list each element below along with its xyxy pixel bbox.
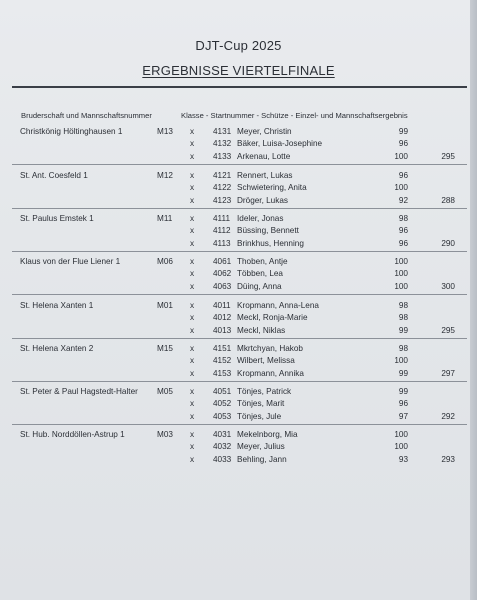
individual-score: 100 [394,281,408,291]
team-separator [12,338,467,339]
shooter-name: Tönjes, Marit [237,399,285,409]
class-marker: x [190,411,195,421]
class-marker: x [190,442,195,452]
start-number: 4052 [213,399,232,409]
shooter-row [20,430,465,442]
shooter-row [20,455,465,467]
shooter-row [20,269,465,281]
team-separator [12,208,467,209]
shooter-name: Mekelnborg, Mia [237,430,298,439]
team-code: M05 [157,387,173,396]
shooter-row [20,387,465,399]
class-marker: x [190,195,195,205]
team-separator [12,251,467,252]
class-marker: x [190,127,195,136]
team-code: M06 [157,257,173,266]
individual-score: 96 [398,139,408,149]
shooter-name: Tönjes, Patrick [237,387,292,396]
team-separator [12,424,467,425]
start-number: 4133 [213,151,232,161]
individual-score: 100 [394,269,408,279]
team-separator [12,381,467,382]
shooter-name: Mkrtchyan, Hakob [237,344,303,353]
team-total: 295 [441,151,455,161]
team-code: M12 [157,171,173,180]
team-total: 290 [441,238,455,248]
individual-score: 96 [398,226,408,236]
shooter-row [20,313,465,325]
start-number: 4032 [213,442,232,452]
document-subtitle: ERGEBNISSE VIERTELFINALE [142,63,335,78]
individual-score: 92 [398,195,408,205]
shooter-row [20,171,465,183]
class-marker: x [190,214,195,223]
shooter-row [20,282,465,294]
shooter-row [20,196,465,208]
team-total: 288 [441,195,455,205]
shooter-row [20,139,465,151]
shooter-name: Ideler, Jonas [237,214,284,223]
class-marker: x [190,269,195,279]
shooter-name: Düing, Anna [237,281,282,291]
start-number: 4111 [213,214,230,223]
individual-score: 96 [398,238,408,248]
class-marker: x [190,356,195,366]
team-code: M15 [157,344,173,353]
shooter-row [20,326,465,338]
individual-score: 99 [398,325,408,335]
shooter-name: Büssing, Bennett [237,226,299,236]
individual-score: 98 [398,313,408,323]
start-number: 4061 [213,257,232,266]
sheet-edge [470,0,477,600]
class-marker: x [190,139,195,149]
shooter-row [20,127,465,139]
team-total: 292 [441,411,455,421]
start-number: 4131 [213,127,232,136]
shooter-name: Tönjes, Jule [237,411,282,421]
shooter-name: Behling, Jann [237,454,287,464]
start-number: 4113 [213,238,231,248]
class-marker: x [190,368,195,378]
shooter-name: Schwietering, Anita [237,183,307,193]
team-name: St. Helena Xanten 1 [20,301,94,310]
individual-score: 100 [394,356,408,366]
shooter-row [20,239,465,251]
class-marker: x [190,301,195,310]
start-number: 4122 [213,183,232,193]
shooter-name: Bäker, Luisa-Josephine [237,139,323,149]
class-marker: x [190,183,195,193]
shooter-row [20,399,465,411]
shooter-name: Arkenau, Lotte [237,151,291,161]
shooter-name: Rennert, Lukas [237,171,293,180]
shooter-row [20,214,465,226]
shooter-row [20,356,465,368]
shooter-row [20,226,465,238]
individual-score: 100 [394,442,408,452]
shooter-name: Kropmann, Annika [237,368,304,378]
team-name: St. Ant. Coesfeld 1 [20,171,88,180]
individual-score: 97 [398,411,408,421]
shooter-name: Thoben, Antje [237,257,288,266]
shooter-row [20,152,465,164]
team-name: St. Paulus Emstek 1 [20,214,94,223]
shooter-name: Wilbert, Melissa [237,356,295,366]
class-marker: x [190,313,195,323]
start-number: 4013 [213,325,232,335]
shooter-row [20,412,465,424]
class-marker: x [190,325,195,335]
shooter-name: Meckl, Niklas [237,325,286,335]
start-number: 4012 [213,313,232,323]
team-total: 297 [441,368,455,378]
class-marker: x [190,454,195,464]
class-marker: x [190,226,195,236]
team-name: Klaus von der Flue Liener 1 [20,257,121,266]
start-number: 4063 [213,281,232,291]
start-number: 4123 [213,195,232,205]
start-number: 4121 [213,171,232,180]
class-marker: x [190,281,195,291]
shooter-row [20,301,465,313]
shooter-name: Meyer, Christin [237,127,292,136]
start-number: 4051 [213,387,232,396]
shooter-name: Kropmann, Anna-Lena [237,301,319,310]
start-number: 4132 [213,139,232,149]
team-name: St. Peter & Paul Hagstedt-Halter [20,387,138,396]
start-number: 4151 [213,344,232,353]
class-marker: x [190,151,195,161]
team-name: St. Helena Xanten 2 [20,344,94,353]
team-name: St. Hub. Norddöllen-Astrup 1 [20,430,125,439]
individual-score: 98 [398,301,408,310]
shooter-row [20,369,465,381]
start-number: 4031 [213,430,232,439]
team-total: 295 [441,325,455,335]
column-header-details: Klasse - Startnummer - Schütze - Einzel- und Mannschaftsergebnis [181,111,408,120]
class-marker: x [190,344,195,353]
team-code: M13 [157,127,173,136]
individual-score: 99 [398,368,408,378]
team-total: 300 [441,281,455,291]
start-number: 4153 [213,368,232,378]
shooter-row [20,344,465,356]
shooter-row [20,183,465,195]
class-marker: x [190,238,195,248]
individual-score: 93 [398,454,408,464]
start-number: 4112 [213,226,231,236]
shooter-name: Brinkhus, Henning [237,238,304,248]
team-name: Christkönig Höltinghausen 1 [20,127,123,136]
individual-score: 96 [398,399,408,409]
individual-score: 96 [398,171,408,180]
individual-score: 100 [394,257,408,266]
class-marker: x [190,171,195,180]
team-code: M01 [157,301,173,310]
start-number: 4152 [213,356,232,366]
individual-score: 100 [394,430,408,439]
individual-score: 98 [398,344,408,353]
team-separator [12,164,467,165]
shooter-row [20,442,465,454]
title-rule [12,86,467,88]
shooter-name: Meyer, Julius [237,442,285,452]
team-separator [12,294,467,295]
individual-score: 99 [398,387,408,396]
start-number: 4062 [213,269,232,279]
class-marker: x [190,257,195,266]
individual-score: 99 [398,127,408,136]
shooter-name: Többen, Lea [237,269,283,279]
individual-score: 100 [394,183,408,193]
class-marker: x [190,387,195,396]
start-number: 4053 [213,411,232,421]
start-number: 4033 [213,454,232,464]
class-marker: x [190,430,195,439]
shooter-row [20,257,465,269]
shooter-name: Dröger, Lukas [237,195,288,205]
shooter-name: Meckl, Ronja-Marie [237,313,308,323]
column-header-team: Bruderschaft und Mannschaftsnummer [21,111,152,120]
team-code: M11 [157,214,173,223]
document-title: DJT-Cup 2025 [195,38,282,53]
team-code: M03 [157,430,173,439]
class-marker: x [190,399,195,409]
individual-score: 98 [398,214,408,223]
team-total: 293 [441,454,455,464]
start-number: 4011 [213,301,231,310]
individual-score: 100 [394,151,408,161]
